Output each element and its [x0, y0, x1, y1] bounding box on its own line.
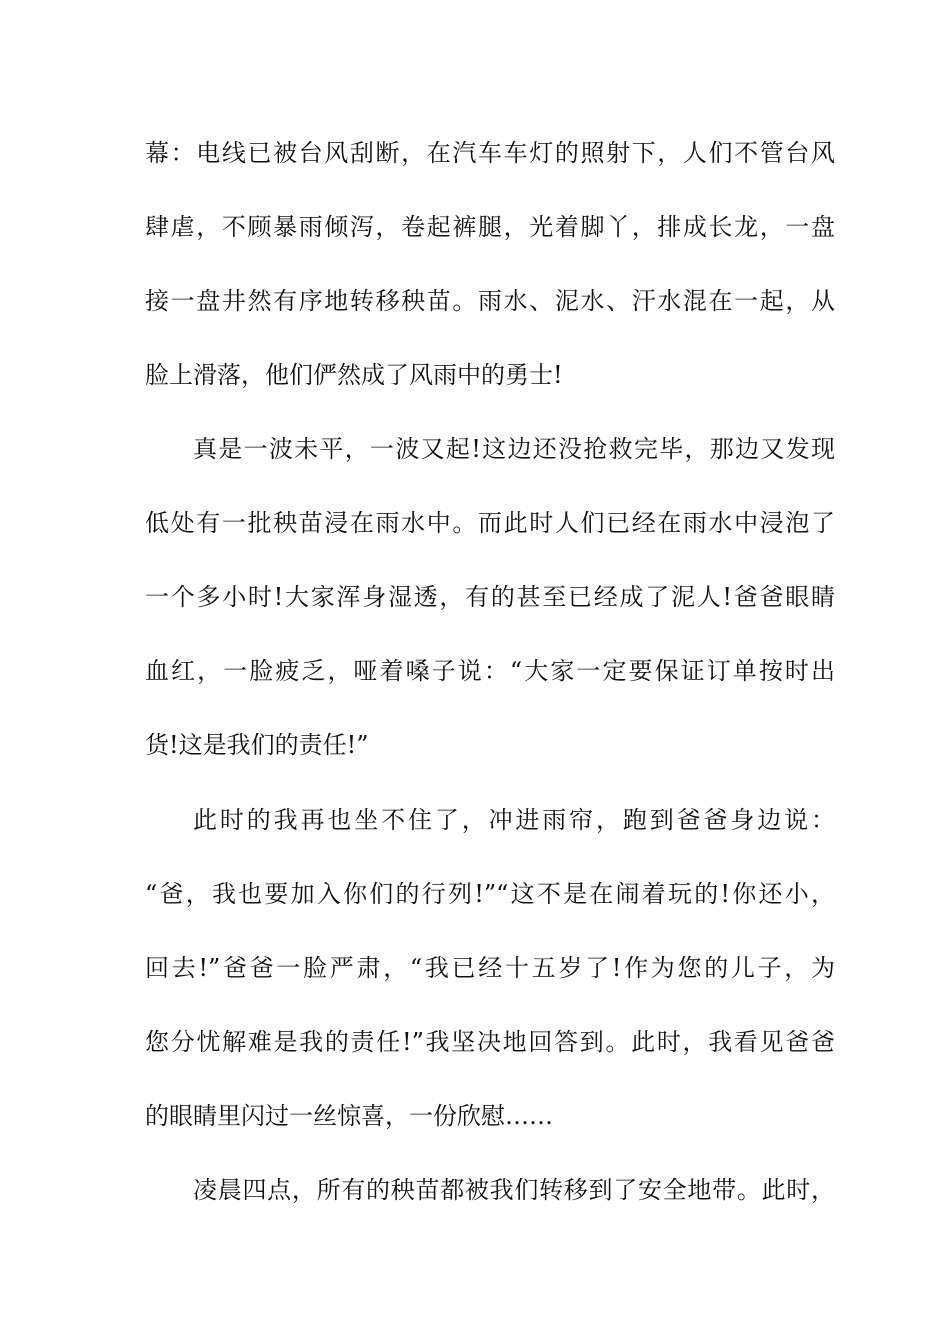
text-line: “爸，我也要加入你们的行列!”“这不是在闹着玩的!你还小，: [145, 880, 835, 908]
text-line: 脸上滑落，他们俨然成了风雨中的勇士!: [145, 361, 563, 389]
text-line: 血红，一脸疲乏，哑着嗓子说：“大家一定要保证订单按时出: [145, 657, 835, 685]
paragraph-first-line: 真是一波未平，一波又起!这边还没抢救完毕，那边又发现: [193, 435, 835, 463]
paragraph-first-line: 凌晨四点，所有的秧苗都被我们转移到了安全地带。此时，: [193, 1176, 835, 1204]
text-line: 您分忧解难是我的责任!”我坚决地回答到。此时，我看见爸爸: [145, 1028, 835, 1056]
text-line: 幕：电线已被台风刮断，在汽车车灯的照射下，人们不管台风: [145, 139, 835, 167]
text-line: 肆虐，不顾暴雨倾泻，卷起裤腿，光着脚丫，排成长龙，一盘: [145, 213, 835, 241]
text-line: 低处有一批秧苗浸在雨水中。而此时人们已经在雨水中浸泡了: [145, 509, 835, 537]
text-line: 回去!”爸爸一脸严肃，“我已经十五岁了!作为您的儿子，为: [145, 954, 835, 982]
text-line: 的眼睛里闪过一丝惊喜，一份欣慰……: [145, 1102, 553, 1130]
paragraph-first-line: 此时的我再也坐不住了，冲进雨帘，跑到爸爸身边说：: [193, 806, 835, 834]
text-line: 一个多小时!大家浑身湿透，有的甚至已经成了泥人!爸爸眼睛: [145, 583, 835, 611]
text-line: 接一盘井然有序地转移秧苗。雨水、泥水、汗水混在一起，从: [145, 287, 835, 315]
text-line: 货!这是我们的责任!”: [145, 731, 369, 759]
